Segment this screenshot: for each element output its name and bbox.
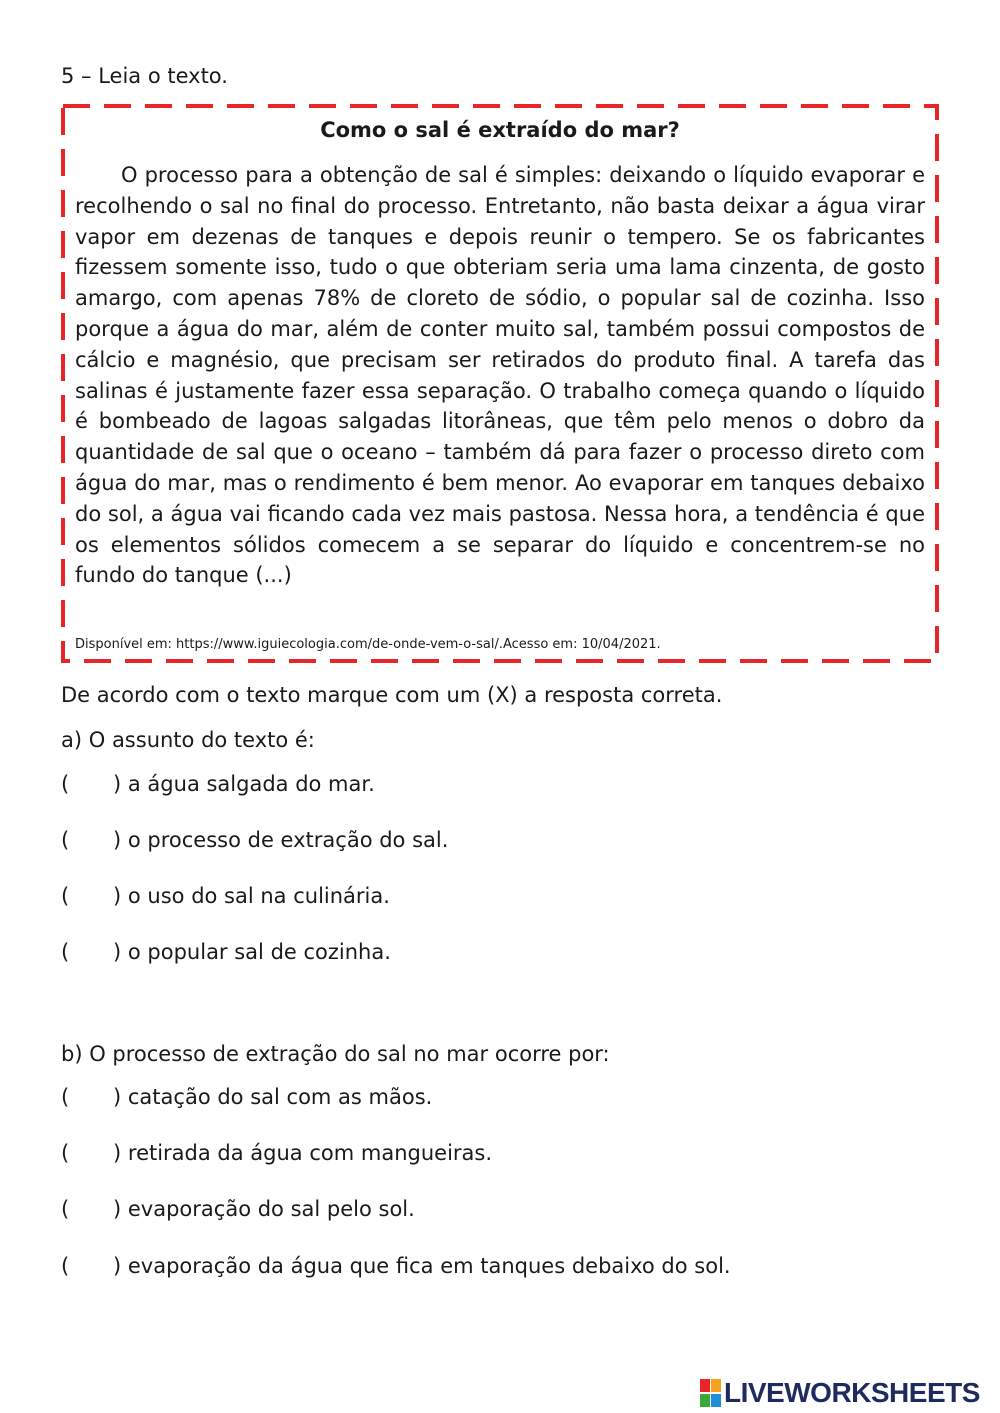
option-text: o processo de extração do sal. [127, 828, 449, 852]
option-b1[interactable] [61, 1083, 432, 1111]
option-text: retirada da água com mangueiras. [127, 1141, 493, 1165]
option-text: evaporação do sal pelo sol. [127, 1197, 415, 1221]
question-heading: 5 – Leia o texto. [61, 64, 228, 88]
option-text: evaporação da água que fica em tanques debaixo do sol. [127, 1254, 731, 1278]
option-a2[interactable] [61, 826, 448, 854]
item-b-label: b) O processo de extração do sal no mar ocorre por: [61, 1042, 610, 1066]
instruction: De acordo com o texto marque com um (X) a resposta correta. [61, 683, 723, 707]
answer-box-open: ( [61, 1141, 70, 1165]
option-b4[interactable] [61, 1252, 731, 1280]
option-text: o uso do sal na culinária. [127, 884, 390, 908]
text-title: Como o sal é extraído do mar? [320, 118, 680, 142]
logo-text: LIVEWORKSHEETS [724, 1377, 980, 1408]
answer-box-open: ( [61, 940, 70, 964]
option-b3[interactable] [61, 1195, 415, 1223]
answer-box-open: ( [61, 1197, 70, 1221]
liveworksheets-logo[interactable] [700, 1377, 980, 1409]
answer-box-close: ) [113, 940, 122, 964]
answer-box-close: ) [113, 1141, 122, 1165]
answer-box-open: ( [61, 884, 70, 908]
answer-box-close: ) [113, 884, 122, 908]
answer-box-close: ) [113, 1197, 122, 1221]
answer-box-open: ( [61, 772, 70, 796]
option-text: o popular sal de cozinha. [127, 940, 391, 964]
answer-box-close: ) [113, 772, 122, 796]
option-text: a água salgada do mar. [127, 772, 375, 796]
answer-box-close: ) [113, 1085, 122, 1109]
option-b2[interactable] [61, 1139, 492, 1167]
answer-box-close: ) [113, 828, 122, 852]
option-text: catação do sal com as mãos. [127, 1085, 433, 1109]
option-a1[interactable] [61, 770, 375, 798]
liveworksheets-logo-icon [700, 1378, 722, 1408]
answer-box-open: ( [61, 1085, 70, 1109]
text-body: O processo para a obtenção de sal é simples: deixando o líquido evaporar e recolhendo o sal no final do processo. Entretanto, não basta deixar a água virar vapor em dezenas de tanques e depois reunir o tempero. Se os fabricantes fizessem somente isso, tudo o que obteriam seria uma lama cinzenta, de gosto amargo, com apenas 78% de cloreto de sódio, o popular sal de cozinha. Isso porque a água do mar, além de conter muito sal, também possui compostos de cálcio e magnésio, que precisam ser retirados do produto final. A tarefa das salinas é justamente fazer essa separação. O trabalho começa quando o líquido é bombeado de lagoas salgadas litorâneas, que têm pelo menos o dobro da quantidade de sal que o oceano – também dá para fazer o processo direto com água do mar, mas o rendimento é bem menor. Ao evaporar em tanques debaixo do sol, a água vai ficando cada vez mais pastosa. Nessa hora, a tendência é que os elementos sólidos comecem a se separar do líquido e concentrem-se no fundo do tanque (...) [75, 163, 925, 588]
answer-box-close: ) [113, 1254, 122, 1278]
option-a3[interactable] [61, 882, 390, 910]
reading-text-box [61, 104, 939, 663]
answer-box-open: ( [61, 828, 70, 852]
item-a-label: a) O assunto do texto é: [61, 728, 315, 752]
text-source: Disponível em: https://www.iguiecologia.com/de-onde-vem-o-sal/.Acesso em: 10/04/2021. [75, 637, 661, 652]
answer-box-open: ( [61, 1254, 70, 1278]
option-a4[interactable] [61, 938, 391, 966]
